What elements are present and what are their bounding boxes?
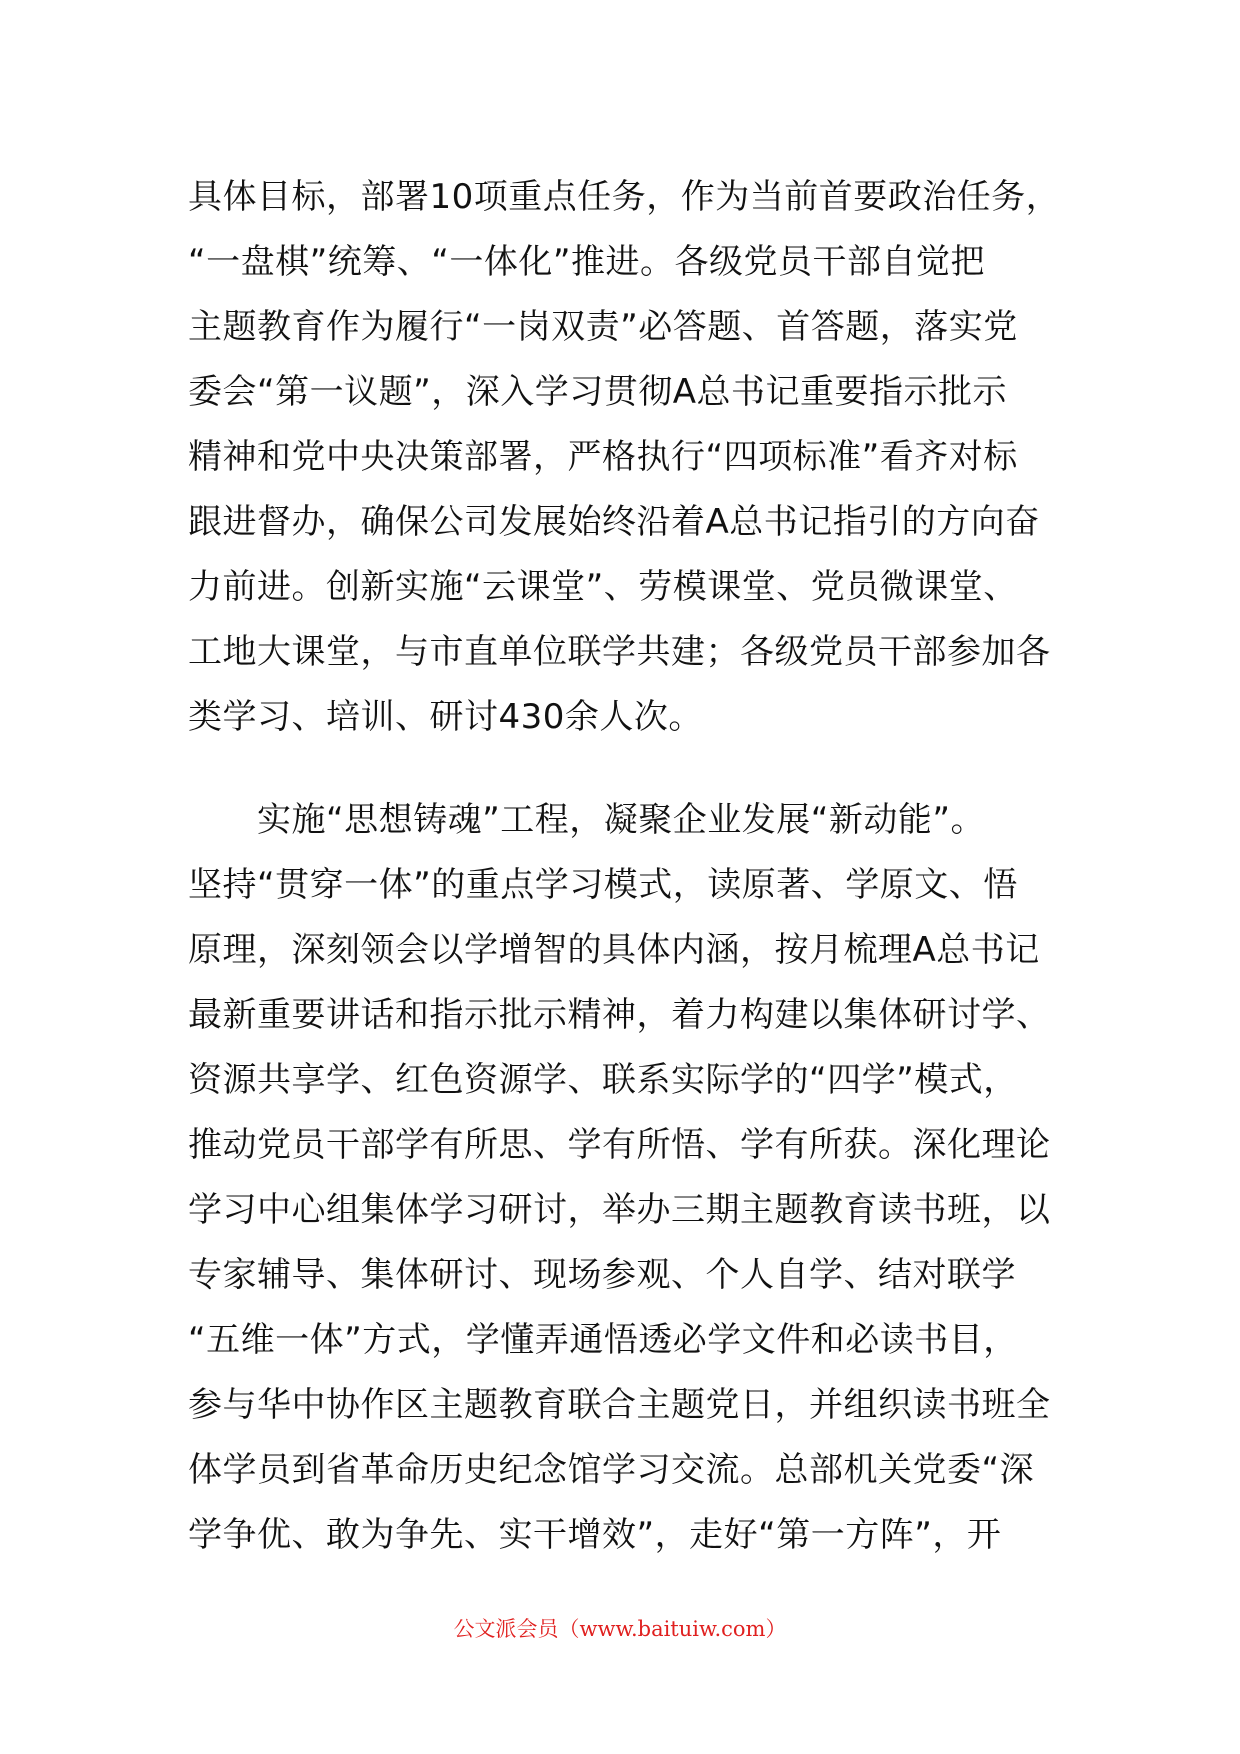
text-line: 最新重要讲话和指示批示精神，着力构建以集体研讨学、 <box>188 995 1051 1035</box>
text-line: 类学习、培训、研讨430余人次。 <box>188 697 703 737</box>
paragraph-2 <box>188 788 1068 1568</box>
text-line: 主题教育作为履行“一岗双责”必答题、首答题，落实党 <box>188 307 1018 347</box>
text-line: 实施“思想铸魂”工程，凝聚企业发展“新动能”。 <box>188 800 985 840</box>
text-line: 推动党员干部学有所思、学有所悟、学有所获。深化理论 <box>188 1125 1051 1165</box>
text-line: 参与华中协作区主题教育联合主题党日，并组织读书班全 <box>188 1385 1051 1425</box>
footer-watermark: 公文派会员（www.baituiw.com） <box>453 1617 787 1641</box>
text-line: 具体目标，部署10项重点任务，作为当前首要政治任务， <box>188 177 1061 217</box>
text-line: 跟进督办，确保公司发展始终沿着A总书记指引的方向奋 <box>188 502 1040 542</box>
text-line: 学习中心组集体学习研讨，举办三期主题教育读书班，以 <box>188 1190 1051 1230</box>
paragraph-1 <box>188 165 1068 750</box>
text-line: 力前进。创新实施“云课堂”、劳模课堂、党员微课堂、 <box>188 567 1018 607</box>
text-line: 精神和党中央决策部署，严格执行“四项标准”看齐对标 <box>188 437 1018 477</box>
text-line: 坚持“贯穿一体”的重点学习模式，读原著、学原文、悟 <box>188 865 1018 905</box>
text-line: 专家辅导、集体研讨、现场参观、个人自学、结对联学 <box>188 1255 1016 1295</box>
text-line: “一盘棋”统筹、“一体化”推进。各级党员干部自觉把 <box>188 242 985 282</box>
text-line: 体学员到省革命历史纪念馆学习交流。总部机关党委“深 <box>188 1450 1035 1490</box>
text-line: 原理，深刻领会以学增智的具体内涵，按月梳理A总书记 <box>188 930 1040 970</box>
text-line: 资源共享学、红色资源学、联系实际学的“四学”模式， <box>188 1060 1018 1100</box>
text-line: 学争优、敢为争先、实干增效”，走好“第一方阵”，开 <box>188 1515 1002 1555</box>
text-line: 委会“第一议题”，深入学习贯彻A总书记重要指示批示 <box>188 372 1007 412</box>
text-line: 工地大课堂，与市直单位联学共建；各级党员干部参加各 <box>188 632 1051 672</box>
text-line: “五维一体”方式，学懂弄通悟透必学文件和必读书目， <box>188 1320 1018 1360</box>
